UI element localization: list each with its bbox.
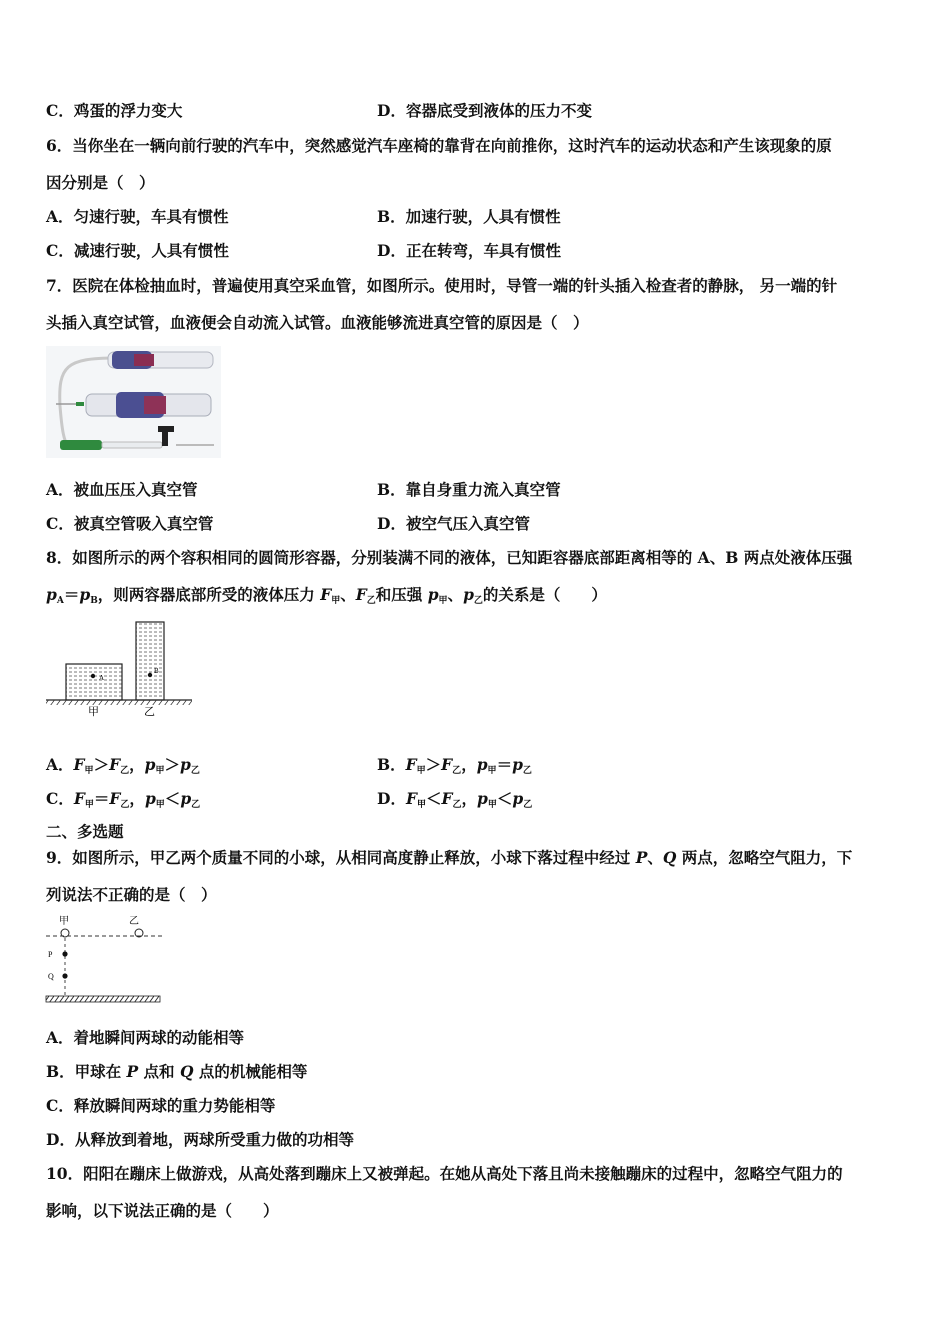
vacuum-blood-tube-figure	[46, 346, 221, 458]
ground-hatch	[46, 700, 192, 705]
q8-option-a: A．$F_甲>F_乙$，$p_甲>p_乙$	[46, 755, 200, 776]
ground	[46, 996, 160, 1002]
point-b	[148, 673, 152, 677]
q6-option-c: C．减速行驶，人具有惯性	[46, 241, 229, 260]
q9-stem-line1: 9．如图所示，甲乙两个质量不同的小球，从相同高度静止释放，小球下落过程中经过 P、Q 两点，忽略空气阻力，下	[46, 848, 853, 867]
container-yi	[136, 622, 164, 700]
point-q	[62, 973, 67, 978]
q9-option-a: A．着地瞬间两球的动能相等	[46, 1028, 245, 1047]
q9-stem-line2: 列说法不正确的是（ ）	[46, 885, 217, 904]
q7-option-b: B．靠自身重力流入真空管	[377, 480, 561, 499]
q10-stem-line2: 影响，以下说法正确的是（ ）	[46, 1201, 279, 1220]
q10-stem-line1: 10．阳阳在蹦床上做游戏，从高处落到蹦床上又被弹起。在她从高处下落且尚未接触蹦床的过程中，忽略空气阻力的	[46, 1164, 843, 1183]
top-tube-blood	[134, 354, 154, 366]
q8-option-b: B．$F_甲>F_乙$，$p_甲=p_乙$	[377, 755, 532, 776]
q8-option-d: D．$F_甲<F_乙$，$p_甲<p_乙$	[377, 789, 533, 810]
label-jia: 甲	[88, 705, 99, 718]
q6-option-a: A．匀速行驶，车具有惯性	[46, 207, 229, 226]
point-b-label: B	[154, 667, 159, 675]
q6-option-b: B．加速行驶，人具有惯性	[377, 207, 561, 226]
point-p	[62, 951, 67, 956]
q5-option-d: D．容器底受到液体的压力不变	[377, 101, 592, 120]
point-q-label: Q	[48, 972, 54, 981]
bottom-tube	[102, 442, 162, 448]
point-a-label: A	[99, 674, 105, 682]
q9-option-b: B．甲球在 P 点和 Q 点的机械能相等	[46, 1062, 308, 1081]
point-p-label: P	[48, 950, 53, 959]
q6-stem-line2: 因分别是（ ）	[46, 173, 155, 192]
ball-jia-label: 甲	[59, 916, 69, 927]
q8-option-c: C．$F_甲=F_乙$，$p_甲<p_乙$	[46, 789, 201, 810]
q8-stem-line1: 8．如图所示的两个容积相同的圆筒形容器，分别装满不同的液体，已知距容器底部距离相等的 A、B 两点处液体压强	[46, 548, 853, 567]
q6-option-d: D．正在转弯，车具有惯性	[377, 241, 561, 260]
point-a	[91, 674, 95, 678]
q7-stem-line2: 头插入真空试管，血液便会自动流入试管。血液能够流进真空管的原因是（ ）	[46, 313, 589, 332]
q7-option-c: C．被真空管吸入真空管	[46, 514, 214, 533]
section-heading: 二、多选题	[46, 822, 124, 841]
needle-hub	[76, 402, 84, 406]
q8-stem-line2: $p_A=p_B$，则两容器底部所受的液体压力 $F_甲$、$F_乙$和压强 $p_甲$、$p_乙$的关系是（ ）	[46, 585, 607, 606]
q9-option-d: D．从释放到着地，两球所受重力做的功相等	[46, 1130, 354, 1149]
q9-option-c: C．释放瞬间两球的重力势能相等	[46, 1096, 276, 1115]
ball-yi-label: 乙	[129, 916, 139, 927]
container-jia	[66, 664, 122, 700]
green-needle-cap	[60, 440, 102, 450]
two-containers-figure	[44, 618, 194, 718]
q7-stem-line1: 7．医院在体检抽血时，普遍使用真空采血管，如图所示。使用时，导管一端的针头插入检查者的静脉， 另一端的针	[46, 276, 838, 295]
q6-stem-line1: 6．当你坐在一辆向前行驶的汽车中，突然感觉汽车座椅的靠背在向前推你，这时汽车的运动状态和产生该现象的原	[46, 136, 832, 155]
falling-balls-figure	[44, 912, 164, 1007]
holder-blood	[144, 396, 166, 414]
q5-option-c: C．鸡蛋的浮力变大	[46, 101, 183, 120]
q7-option-a: A．被血压压入真空管	[46, 480, 198, 499]
q7-option-d: D．被空气压入真空管	[377, 514, 530, 533]
label-yi: 乙	[144, 705, 155, 718]
